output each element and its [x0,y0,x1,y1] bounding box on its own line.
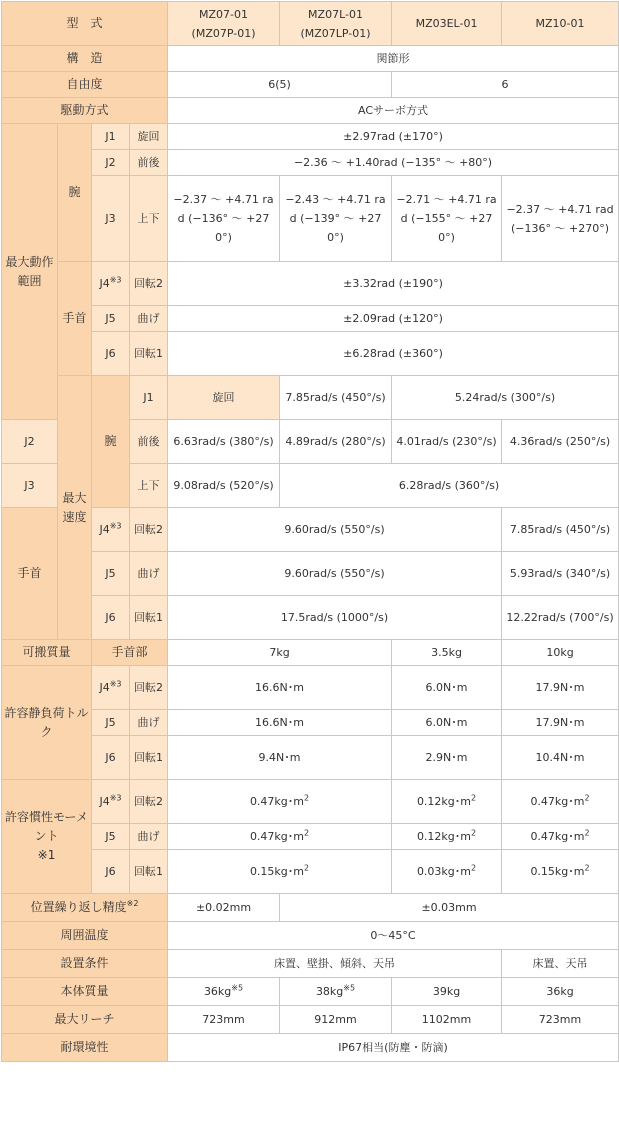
speed-j4-value-123: 9.60rad/s (550°/s) [168,508,502,552]
range-wrist-label: 手首 [58,262,92,376]
inertia-j6-value-3: 0.03kg･$m^2$ [392,850,502,894]
payload-value-12: 7kg [168,640,392,666]
repeat-value-rest: ±0.03mm [280,894,619,922]
range-j4-dir: 回転2 [130,262,168,306]
inertia-j4-value-4: 0.47kg･$m^2$ [502,780,619,824]
model-col-2: MZ07L-01 (MZ07LP-01) [280,2,392,46]
inertia-j5-value-12: 0.47kg･$m^2$ [168,824,392,850]
speed-j5-value-123: 9.60rad/s (550°/s) [168,552,502,596]
speed-j6-value-123: 17.5rad/s (1000°/s) [168,596,502,640]
speed-j2-value-2: 4.89rad/s (280°/s) [280,420,392,464]
torque-j5-dir: 曲げ [130,710,168,736]
speed-j6-axis: J6 [92,596,130,640]
mass-value-3: 39kg [392,978,502,1006]
speed-arm-label: 腕 [92,376,130,508]
torque-j4-value-12: 16.6N･m [168,666,392,710]
range-j5-axis: J5 [92,306,130,332]
structure-value: 関節形 [168,46,619,72]
torque-j5-value-12: 16.6N･m [168,710,392,736]
speed-j1-axis: J1 [130,376,168,420]
payload-sub-label: 手首部 [92,640,168,666]
range-j2-dir: 前後 [130,150,168,176]
speed-j1-dir: 旋回 [168,376,280,420]
payload-value-4: 10kg [502,640,619,666]
inertia-j4-dir: 回転2 [130,780,168,824]
env-label: 耐環境性 [2,1034,168,1062]
range-j2-axis: J2 [92,150,130,176]
torque-label: 許容静負荷トルク [2,666,92,780]
dof-value-1: 6(5) [168,72,392,98]
mass-value-1: $36kg^{※5}$ [168,978,280,1006]
inertia-j6-value-4: 0.15kg･$m^2$ [502,850,619,894]
range-j3-value-3: −2.71 ～ +4.71 rad (−155° ～ +270°) [392,176,502,262]
range-j6-dir: 回転1 [130,332,168,376]
torque-j5-value-3: 6.0N･m [392,710,502,736]
dof-value-2: 6 [392,72,619,98]
install-label: 設置条件 [2,950,168,978]
temp-value: 0～45°C [168,922,619,950]
env-value: IP67相当(防塵・防滴) [168,1034,619,1062]
drive-value: ACサーボ方式 [168,98,619,124]
range-j4-value: ±3.32rad (±190°) [168,262,619,306]
structure-label: 構 造 [2,46,168,72]
model-col-1: MZ07-01 (MZ07P-01) [168,2,280,46]
speed-j2-value-4: 4.36rad/s (250°/s) [502,420,619,464]
model-col-4: MZ10-01 [502,2,619,46]
inertia-j4-axis: J4$^{※3}$ [92,780,130,824]
range-j4-axis: J4$^{※3}$ [92,262,130,306]
dof-label: 自由度 [2,72,168,98]
reach-value-1: 723mm [168,1006,280,1034]
torque-j6-value-4: 10.4N･m [502,736,619,780]
range-j3-axis: J3 [92,176,130,262]
inertia-note: ※1 [37,848,56,862]
speed-j4-axis: J4$^{※3}$ [92,508,130,552]
torque-j4-axis: J4$^{※3}$ [92,666,130,710]
inertia-j6-value-12: 0.15kg･$m^2$ [168,850,392,894]
speed-j3-axis: J3 [2,464,58,508]
inertia-j6-dir: 回転1 [130,850,168,894]
range-j6-axis: J6 [92,332,130,376]
speed-j6-dir: 回転1 [130,596,168,640]
speed-j2-dir: 前後 [130,420,168,464]
mass-value-2: $38kg^{※5}$ [280,978,392,1006]
speed-j3-value-1: 9.08rad/s (520°/s) [168,464,280,508]
torque-j6-value-12: 9.4N･m [168,736,392,780]
spec-table [1,1,619,1062]
payload-label: 可搬質量 [2,640,92,666]
range-j5-dir: 曲げ [130,306,168,332]
inertia-j4-value-12: 0.47kg･$m^2$ [168,780,392,824]
speed-j5-dir: 曲げ [130,552,168,596]
speed-j3-value-rest: 6.28rad/s (360°/s) [280,464,619,508]
drive-label: 駆動方式 [2,98,168,124]
inertia-j5-value-4: 0.47kg･$m^2$ [502,824,619,850]
speed-j3-dir: 上下 [130,464,168,508]
torque-j5-value-4: 17.9N･m [502,710,619,736]
mass-value-4: 36kg [502,978,619,1006]
install-value-4: 床置、天吊 [502,950,619,978]
speed-j4-dir: 回転2 [130,508,168,552]
speed-j2-value-1: 6.63rad/s (380°/s) [168,420,280,464]
torque-j6-dir: 回転1 [130,736,168,780]
torque-j4-value-4: 17.9N･m [502,666,619,710]
speed-j4-value-4: 7.85rad/s (450°/s) [502,508,619,552]
speed-wrist-label: 手首 [2,508,58,640]
range-j3-value-2: −2.43 ～ +4.71 rad (−139° ～ +270°) [280,176,392,262]
range-j1-axis: J1 [92,124,130,150]
speed-j1-value-rest: 5.24rad/s (300°/s) [392,376,619,420]
reach-value-3: 1102mm [392,1006,502,1034]
speed-j2-axis: J2 [2,420,58,464]
range-j2-value: −2.36 ～ +1.40rad (−135° ～ +80°) [168,150,619,176]
inertia-label: 許容慣性モーメント ※1 [2,780,92,894]
torque-j6-value-3: 2.9N･m [392,736,502,780]
repeat-value-1: ±0.02mm [168,894,280,922]
mass-label: 本体質量 [2,978,168,1006]
torque-j6-axis: J6 [92,736,130,780]
inertia-j4-value-3: 0.12kg･$m^2$ [392,780,502,824]
torque-j4-dir: 回転2 [130,666,168,710]
temp-label: 周囲温度 [2,922,168,950]
range-label: 最大動作範囲 [2,124,58,420]
range-j3-value-4: −2.37 ～ +4.71 rad (−136° ～ +270°) [502,176,619,262]
range-j1-dir: 旋回 [130,124,168,150]
speed-label: 最大速度 [58,376,92,640]
speed-j5-value-4: 5.93rad/s (340°/s) [502,552,619,596]
range-j5-value: ±2.09rad (±120°) [168,306,619,332]
install-value-123: 床置、壁掛、傾斜、天吊 [168,950,502,978]
range-j6-value: ±6.28rad (±360°) [168,332,619,376]
torque-j4-value-3: 6.0N･m [392,666,502,710]
reach-value-2: 912mm [280,1006,392,1034]
speed-j1-value-1: 7.85rad/s (450°/s) [280,376,392,420]
speed-j6-value-4: 12.22rad/s (700°/s) [502,596,619,640]
torque-j5-axis: J5 [92,710,130,736]
model-header: 型 式 [2,2,168,46]
repeat-label: 位置繰り返し精度$^{※2}$ [2,894,168,922]
range-j1-value: ±2.97rad (±170°) [168,124,619,150]
speed-j5-axis: J5 [92,552,130,596]
model-col-3: MZ03EL-01 [392,2,502,46]
inertia-j6-axis: J6 [92,850,130,894]
range-j3-dir: 上下 [130,176,168,262]
speed-j2-value-3: 4.01rad/s (230°/s) [392,420,502,464]
reach-label: 最大リーチ [2,1006,168,1034]
inertia-j5-value-3: 0.12kg･$m^2$ [392,824,502,850]
range-j3-value-1: −2.37 ～ +4.71 rad (−136° ～ +270°) [168,176,280,262]
payload-value-3: 3.5kg [392,640,502,666]
reach-value-4: 723mm [502,1006,619,1034]
range-arm-label: 腕 [58,124,92,262]
inertia-j5-dir: 曲げ [130,824,168,850]
inertia-j5-axis: J5 [92,824,130,850]
